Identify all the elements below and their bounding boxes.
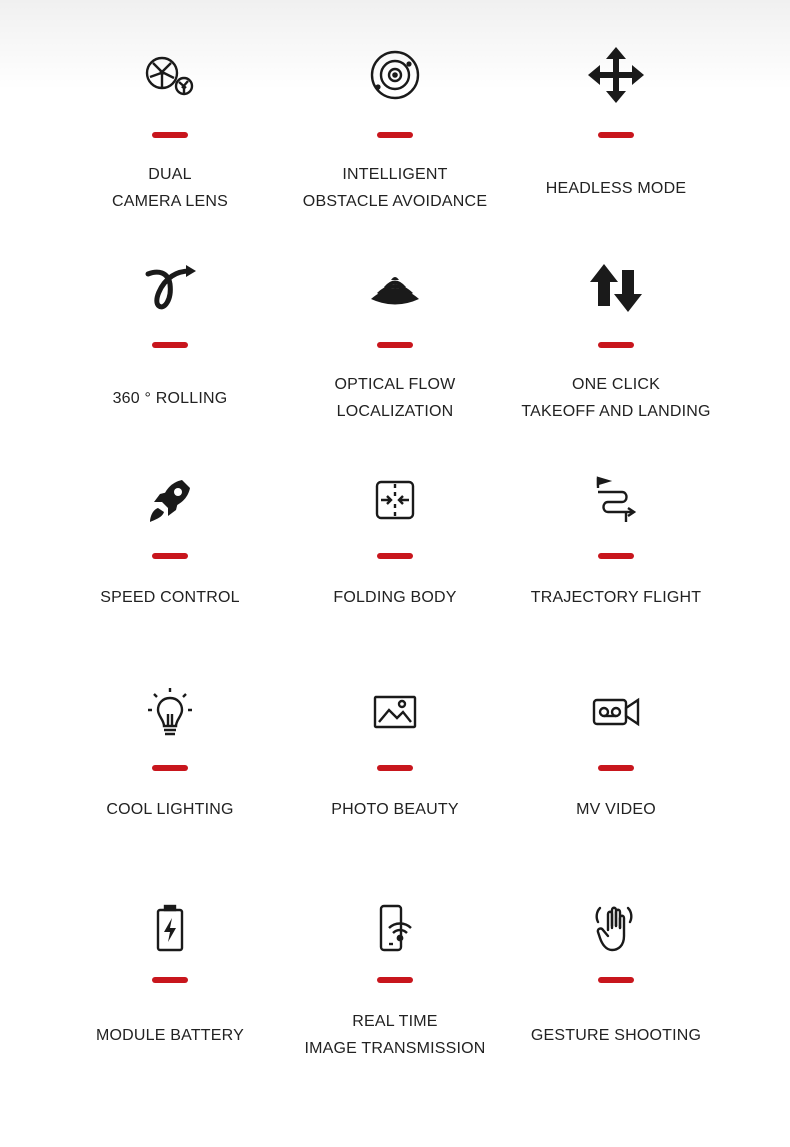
feature-mv-video: [501, 682, 731, 882]
feature-one-click-takeoff: [501, 258, 731, 458]
phone-wifi-icon: [365, 898, 425, 958]
obstacle-avoidance-icon: [365, 45, 425, 105]
feature-row: [0, 258, 790, 458]
feature-label-line: MV VIDEO: [576, 801, 656, 818]
feature-speed-control: [55, 470, 285, 670]
feature-image-transmission: [280, 898, 510, 1098]
feature-row: [0, 898, 790, 1098]
feature-label-line: GESTURE SHOOTING: [530, 1027, 702, 1044]
feature-label-line: MODULE BATTERY: [95, 1027, 244, 1044]
up-down-arrows-icon: [586, 258, 646, 318]
feature-label: [280, 584, 510, 611]
feature-label-line: LOCALIZATION: [336, 403, 454, 420]
red-divider: [152, 132, 188, 138]
feature-label-line: TRAJECTORY FLIGHT: [530, 589, 702, 606]
feature-row: [0, 682, 790, 882]
feature-label-line: OBSTACLE AVOIDANCE: [302, 193, 488, 210]
red-divider: [598, 977, 634, 983]
red-divider: [377, 765, 413, 771]
feature-folding-body: [280, 470, 510, 670]
red-divider: [152, 765, 188, 771]
video-camera-icon: [586, 682, 646, 742]
feature-label: [55, 796, 285, 823]
feature-label: [280, 371, 510, 425]
feature-gesture-shooting: [501, 898, 731, 1098]
feature-label-line: PHOTO BEAUTY: [331, 801, 459, 818]
feature-dual-camera-lens: [55, 45, 285, 245]
feature-label-line: SPEED CONTROL: [100, 589, 240, 606]
move-arrows-icon: [586, 45, 646, 105]
red-divider: [598, 553, 634, 559]
red-divider: [598, 765, 634, 771]
light-bulb-icon: [140, 682, 200, 742]
rolling-arrow-icon: [140, 258, 200, 318]
feature-label-line: DUAL: [148, 166, 192, 183]
folding-body-icon: [365, 470, 425, 530]
feature-trajectory-flight: [501, 470, 731, 670]
red-divider: [377, 342, 413, 348]
feature-label-line: IMAGE TRANSMISSION: [304, 1040, 486, 1057]
feature-optical-flow: [280, 258, 510, 458]
red-divider: [152, 553, 188, 559]
feature-label: [280, 161, 510, 215]
hand-gesture-icon: [586, 898, 646, 958]
feature-label: [55, 584, 285, 611]
feature-label-line: INTELLIGENT: [342, 166, 448, 183]
red-divider: [377, 553, 413, 559]
feature-label-line: TAKEOFF AND LANDING: [521, 403, 711, 420]
feature-headless-mode: [501, 45, 731, 245]
feature-obstacle-avoidance: [280, 45, 510, 245]
feature-label: [501, 1022, 731, 1049]
red-divider: [377, 977, 413, 983]
red-divider: [598, 342, 634, 348]
feature-photo-beauty: [280, 682, 510, 882]
feature-module-battery: [55, 898, 285, 1098]
red-divider: [377, 132, 413, 138]
picture-icon: [365, 682, 425, 742]
feature-label: [55, 1022, 285, 1049]
feature-label: [501, 584, 731, 611]
feature-label-line: 360 ° ROLLING: [112, 390, 228, 407]
trajectory-path-icon: [586, 470, 646, 530]
feature-label-line: REAL TIME: [352, 1013, 438, 1030]
feature-label-line: CAMERA LENS: [111, 193, 228, 210]
feature-label-line: OPTICAL FLOW: [334, 376, 456, 393]
red-divider: [152, 977, 188, 983]
feature-label-line: COOL LIGHTING: [106, 801, 234, 818]
feature-label: [55, 161, 285, 215]
feature-label: [501, 371, 731, 425]
battery-icon: [140, 898, 200, 958]
feature-label-line: FOLDING BODY: [333, 589, 457, 606]
feature-label: [501, 796, 731, 823]
feature-label: [501, 175, 731, 202]
feature-label-line: HEADLESS MODE: [545, 180, 687, 197]
red-divider: [152, 342, 188, 348]
red-divider: [598, 132, 634, 138]
optical-flow-icon: [365, 258, 425, 318]
feature-label: [55, 385, 285, 412]
rocket-icon: [140, 470, 200, 530]
dual-camera-lens-icon: [140, 45, 200, 105]
feature-label: [280, 1008, 510, 1062]
feature-row: [0, 45, 790, 245]
feature-label: [280, 796, 510, 823]
feature-label-line: ONE CLICK: [571, 376, 661, 393]
feature-row: [0, 470, 790, 670]
feature-cool-lighting: [55, 682, 285, 882]
feature-360-rolling: [55, 258, 285, 458]
